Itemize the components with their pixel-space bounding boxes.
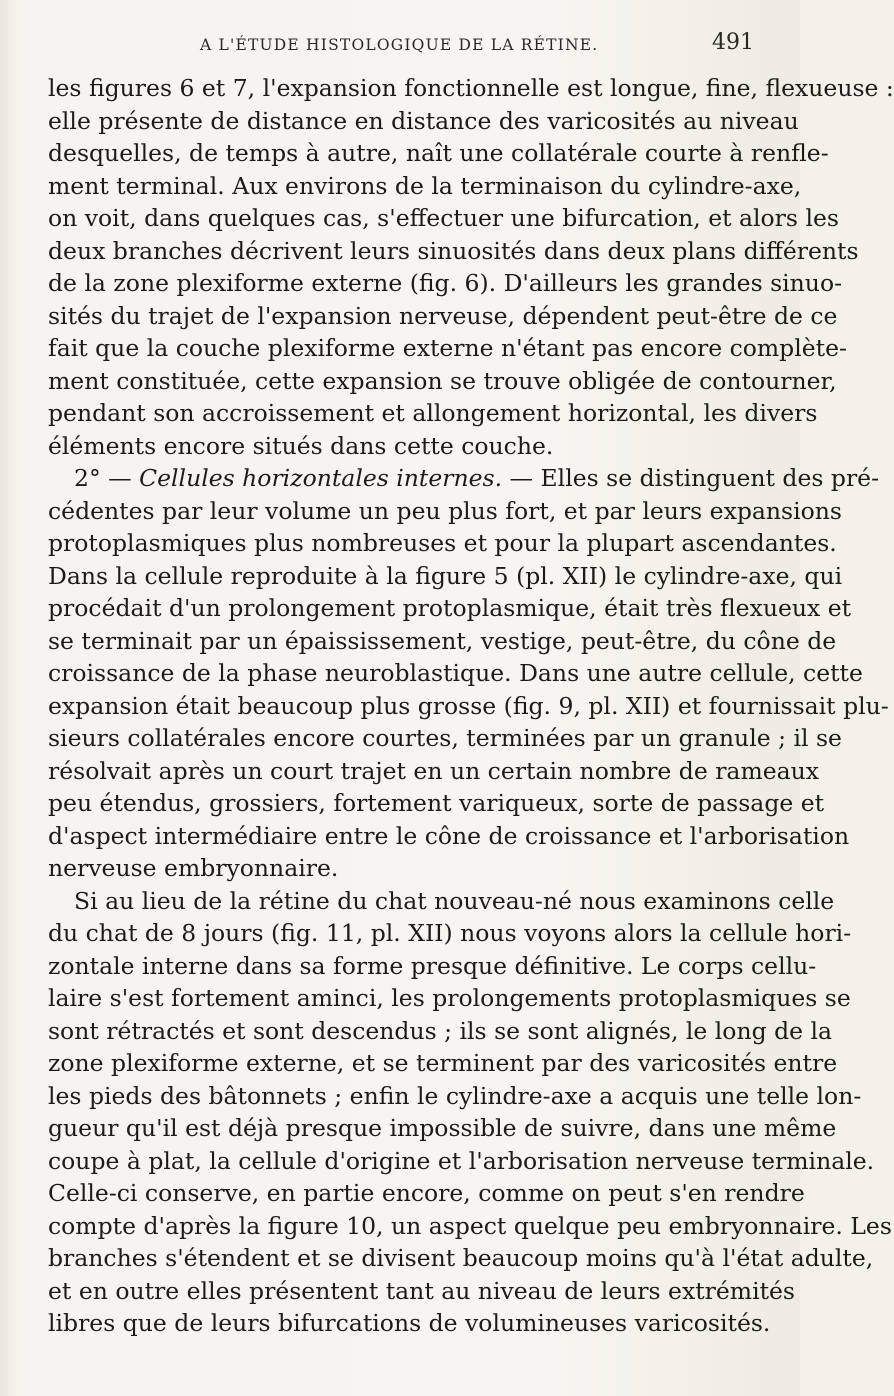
text-line: coupe à plat, la cellule d'origine et l'arborisation nerveuse terminale. [48, 1146, 875, 1175]
text-line: elle présente de distance en distance des varicosités au niveau [48, 106, 799, 135]
text-line: protoplasmiques plus nombreuses et pour la plupart ascendantes. [48, 529, 837, 557]
text-line: éléments encore situés dans cette couche. [48, 431, 554, 460]
text-line: branches s'étendent et se divisent beaucoup moins qu'à l'état adulte, [48, 1244, 874, 1272]
text-line: Celle-ci conserve, en partie encore, comme on peut s'en rendre [48, 1179, 805, 1207]
text-line: procédait d'un prolongement protoplasmique, était très flexueux et [48, 594, 852, 622]
page-number: 491 [712, 30, 754, 55]
text-line: de la zone plexiforme externe (fig. 6). D'ailleurs les grandes sinuo- [48, 269, 843, 297]
text-line: expansion était beaucoup plus grosse (fig. 9, pl. XII) et fournissait plu- [48, 691, 889, 720]
text-line: desquelles, de temps à autre, naît une collatérale courte à renfle- [48, 139, 829, 167]
text-line: nerveuse embryonnaire. [48, 854, 339, 882]
text-line: pendant son accroissement et allongement horizontal, les divers [48, 399, 818, 427]
text-line: compte d'après la figure 10, un aspect quelque peu embryonnaire. Les [48, 1211, 892, 1240]
running-header: A L'ÉTUDE HISTOLOGIQUE DE LA RÉTINE. [200, 36, 599, 54]
text-line: fait que la couche plexiforme externe n'étant pas encore complète- [48, 334, 847, 362]
text-line: les figures 6 et 7, l'expansion fonctionnelle est longue, fine, flexueuse : [48, 74, 894, 102]
text-line: peu étendus, grossiers, fortement variqueux, sorte de passage et [48, 789, 825, 817]
text-line: sont rétractés et sont descendus ; ils se sont alignés, le long de la [48, 1016, 833, 1045]
text-line: ment terminal. Aux environs de la terminaison du cylindre-axe, [48, 171, 802, 200]
text-line: zone plexiforme externe, et se terminent par des varicosités entre [48, 1049, 838, 1077]
text-line: sités du trajet de l'expansion nerveuse, dépendent peut-être de ce [48, 301, 838, 330]
text-line: on voit, dans quelques cas, s'effectuer une bifurcation, et alors les [48, 204, 839, 232]
text-line: sieurs collatérales encore courtes, terminées par un granule ; il se [48, 724, 842, 752]
text-line: Si au lieu de la rétine du chat nouveau-né nous examinons celle [74, 886, 835, 915]
text-line: du chat de 8 jours (fig. 11, pl. XII) nous voyons alors la cellule hori- [48, 919, 852, 947]
section-title: Cellules horizontales internes. [139, 464, 503, 492]
section-number: 2° — [74, 464, 140, 492]
text-line: se terminait par un épaississement, vestige, peut-être, du cône de [48, 626, 837, 655]
section-heading-rest: — Elles se distinguent des pré- [502, 464, 880, 492]
text-line: résolvait après un court trajet en un certain nombre de rameaux [48, 756, 820, 785]
text-line: cédentes par leur volume un peu plus fort, et par leurs expansions [48, 496, 842, 525]
text-line: gueur qu'il est déjà presque impossible de suivre, dans une même [48, 1114, 837, 1142]
text-line: laire s'est fortement aminci, les prolongements protoplasmiques se [48, 984, 851, 1012]
section-heading-line [48, 462, 880, 495]
text-line: ment constituée, cette expansion se trouve obligée de contourner, [48, 366, 837, 395]
body-text [48, 72, 894, 1340]
text-line: zontale interne dans sa forme presque définitive. Le corps cellu- [48, 951, 817, 980]
text-line: et en outre elles présentent tant au niveau de leurs extrémités [48, 1276, 795, 1305]
text-line: deux branches décrivent leurs sinuosités dans deux plans différents [48, 236, 859, 265]
text-line: croissance de la phase neuroblastique. Dans une autre cellule, cette [48, 659, 863, 687]
text-line: Dans la cellule reproduite à la figure 5 (pl. XII) le cylindre-axe, qui [48, 561, 843, 590]
text-line: d'aspect intermédiaire entre le cône de croissance et l'arborisation [48, 821, 850, 850]
text-line: libres que de leurs bifurcations de volumineuses varicosités. [48, 1309, 771, 1337]
text-line: les pieds des bâtonnets ; enfin le cylindre-axe a acquis une telle lon- [48, 1081, 862, 1110]
